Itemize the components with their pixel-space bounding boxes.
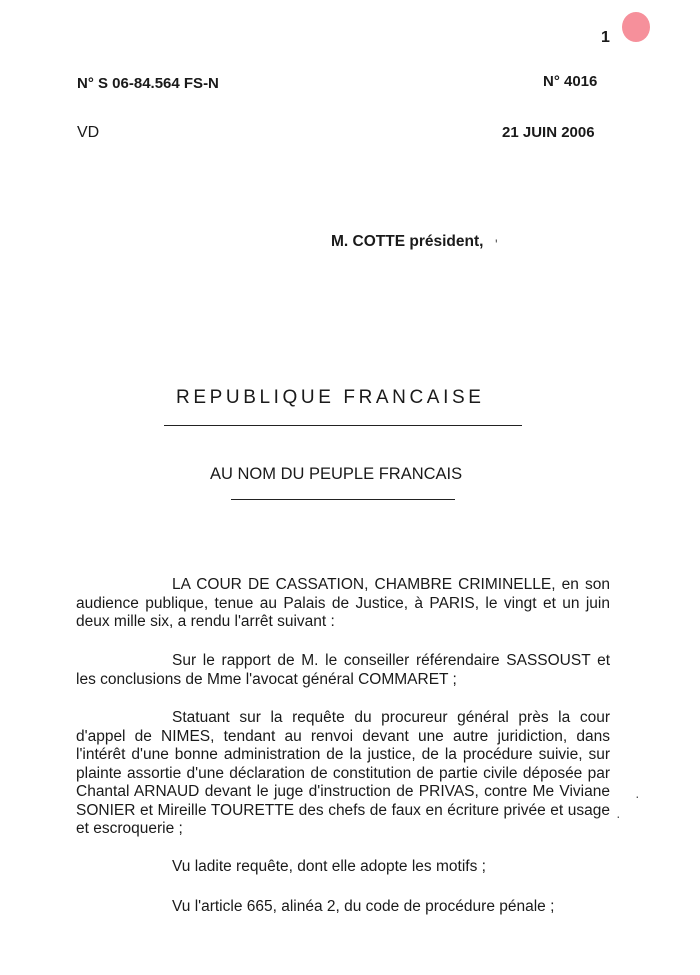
paragraph-request: Vu ladite requête, dont elle adopte les motifs ;	[172, 858, 486, 875]
paragraph-opening-text: LA COUR DE CASSATION, CHAMBRE CRIMINELLE, en son audience publique, tenue au Palais de Justice, à PARIS, le vingt et un juin deux mille six, a rendu l'arrêt suivant :	[76, 576, 610, 630]
scan-speck: ·	[635, 788, 640, 804]
case-number: N° S 06-84.564 FS-N	[77, 75, 219, 92]
decision-number: N° 4016	[543, 73, 598, 90]
scan-speck: ·	[616, 808, 621, 824]
president-name: M. COTTE président,	[331, 233, 484, 250]
paragraph-ruling	[76, 709, 610, 839]
scan-speck: '	[495, 236, 498, 252]
people-heading: AU NOM DU PEUPLE FRANCAIS	[210, 465, 463, 483]
paragraph-report-text: Sur le rapport de M. le conseiller référendaire SASSOUST et les conclusions de Mme l'avocat général COMMARET ;	[76, 652, 610, 688]
republic-underline	[164, 425, 522, 426]
initials: VD	[77, 124, 100, 141]
paragraph-report	[76, 652, 610, 689]
people-underline	[231, 499, 455, 500]
paragraph-opening	[76, 576, 610, 632]
page-number: 1	[601, 29, 610, 46]
paragraph-ruling-text: Statuant sur la requête du procureur général près la cour d'appel de NIMES, tendant au renvoi devant une autre juridiction, dans l'intérêt d'une bonne administration de la justice, de la procédure suivie, sur plainte assortie d'une déclaration de constitution de partie civile déposée par Chantal ARNAUD devant le juge d'instruction de PRIVAS, contre Me Viviane SONIER et Mireille TOURETTE des chefs de faux en écriture privée et usage et escroquerie ;	[76, 709, 610, 837]
republic-heading: REPUBLIQUE FRANCAISE	[176, 387, 485, 408]
paragraph-article: Vu l'article 665, alinéa 2, du code de procédure pénale ;	[172, 898, 555, 915]
red-stamp-mark	[622, 12, 650, 42]
decision-date: 21 JUIN 2006	[502, 124, 595, 141]
